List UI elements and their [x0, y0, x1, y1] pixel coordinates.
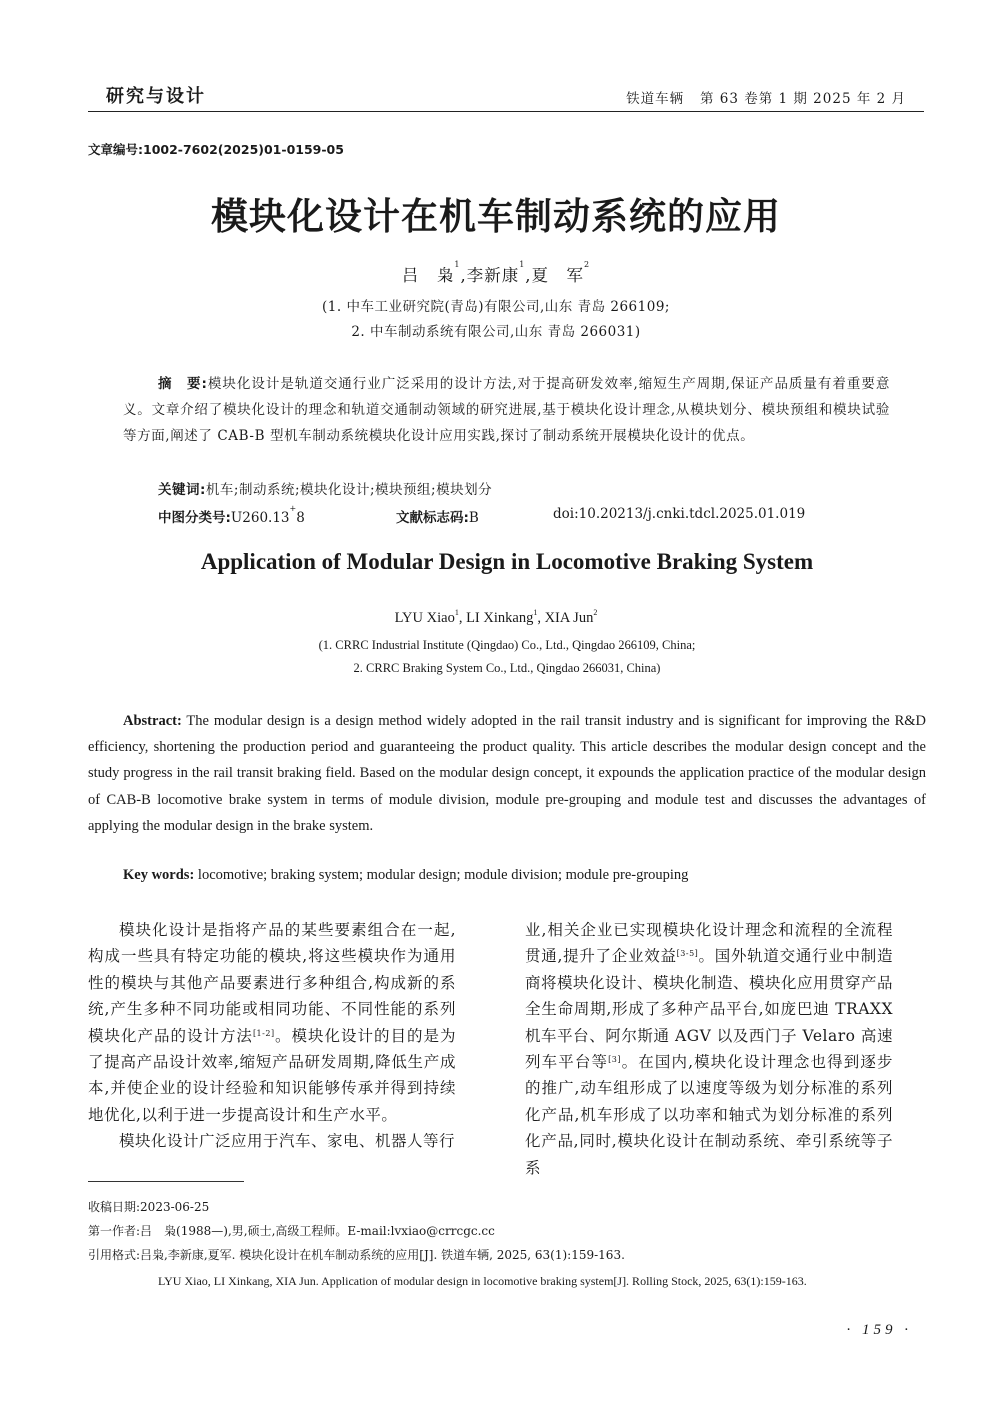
article-number-label: 文章编号:	[88, 142, 143, 157]
issue-info: 第 63 卷第 1 期 2025 年 2 月	[699, 91, 906, 107]
en-abstract-label: Abstract:	[123, 713, 182, 729]
en-authors	[0, 610, 992, 627]
en-keywords-label: Key words:	[123, 867, 195, 883]
en-author-affil-mark: 2	[593, 608, 598, 617]
cn-author-affil-mark: 1	[454, 260, 461, 269]
body-text: 。在国内,模块化设计理念也得到逐步的推广,动车组形成了以速度等级为划分标准的系列化产品,机车形成了以功率和轴式为划分标准的系列化产品,同时,模块化设计在制动系统、牵引系统等子系	[525, 1053, 893, 1177]
body-column-right	[525, 917, 893, 1181]
footnote-received-date: 收稿日期:2023-06-25	[88, 1200, 210, 1214]
author-separator: ,	[458, 610, 467, 626]
header-divider	[88, 111, 924, 112]
cn-title: 模块化设计在机车制动系统的应用	[211, 195, 781, 238]
body-text: 模块化设计广泛应用于汽车、家电、机器人等行	[119, 1132, 456, 1151]
page-number: · 159 ·	[846, 1322, 912, 1338]
cn-keywords-label: 关键词:	[158, 482, 206, 498]
cn-author-name: 李新康	[466, 266, 520, 285]
clc-number	[158, 506, 305, 526]
cn-affiliation-2: 2. 中车制动系统有限公司,山东 青岛 266031)	[351, 324, 641, 340]
en-keywords-text: locomotive; braking system; modular design; module division; module pre-grouping	[194, 867, 689, 883]
body-paragraph	[88, 1128, 456, 1154]
document-code-label: 文献标志码:	[396, 510, 469, 526]
en-author-name: LI Xinkang	[466, 610, 534, 626]
cn-author-affil-mark: 2	[584, 260, 591, 269]
section-header: 研究与设计	[106, 86, 206, 107]
body-column-left	[88, 917, 456, 1155]
cn-abstract-label: 摘 要:	[158, 376, 208, 392]
clc-tail: 8	[296, 510, 305, 526]
cn-author-name: 夏 军	[531, 266, 585, 285]
footnote-citation-cn: 引用格式:吕枭,李新康,夏军. 模块化设计在机车制动系统的应用[J]. 铁道车辆, 2025, 63(1):159-163.	[88, 1248, 625, 1262]
author-separator: ,	[537, 610, 545, 626]
body-paragraph	[88, 917, 456, 1128]
cn-keywords	[158, 478, 492, 498]
en-affiliation-2: 2. CRRC Braking System Co., Ltd., Qingdao 266031, China)	[353, 661, 661, 675]
cn-authors	[0, 262, 992, 286]
cn-abstract	[123, 371, 890, 449]
clc-value: U260.13	[230, 510, 290, 526]
cn-keywords-text: 机车;制动系统;模块化设计;模块预组;模块划分	[205, 482, 493, 498]
journal-name: 铁道车辆	[626, 91, 685, 107]
cn-author-name: 吕 枭	[401, 266, 455, 285]
author-separator: ,	[525, 266, 532, 285]
doi: doi:10.20213/j.cnki.tdcl.2025.01.019	[553, 506, 806, 522]
body-text: 。模块化设计的目的是为了提高产品设计效率,缩短产品研发周期,降低生产成本,并使企业的设计经验和知识能够传承并得到持续地优化,以利于进一步提高设计和生产水平。	[88, 1026, 456, 1124]
en-abstract-text: The modular design is a design method widely adopted in the rail transit industry and is significant for improving the R&D efficiency, shortening the production period and guaranteeing the product quality. This article describes the modular design concept and the study progress in the rail transit braking field. Based on the modular design concept, it expounds the application practice of the modular design of CAB-B locomotive brake system in terms of module division, module pre-grouping and module test and discusses the advantages of applying the modular design in the brake system.	[88, 713, 926, 834]
article-number-value: 1002-7602(2025)01-0159-05	[143, 142, 344, 157]
body-paragraph	[525, 917, 893, 1181]
citation-ref: [1-2]	[252, 1028, 275, 1038]
body-text: 模块化设计是指将产品的某些要素组合在一起,构成一些具有特定功能的模块,将这些模块作为通用性的模块与其他产品要素进行多种组合,构成新的系统,产生多种不同功能或相同功能、不同性能的系列模块化产品的设计方法	[88, 921, 456, 1045]
en-author-affil-mark: 1	[454, 608, 459, 617]
clc-label: 中图分类号:	[158, 510, 231, 526]
body-text: 。国外轨道交通行业中制造商将模块化设计、模块化制造、模块化应用贯穿产品全生命周期,形成了多种产品平台,如庞巴迪 TRAXX 机车平台、阿尔斯通 AGV 以及西门子 Velaro 高速列车平台等	[525, 947, 894, 1072]
en-affiliation-1: (1. CRRC Industrial Institute (Qingdao) Co., Ltd., Qingdao 266109, China;	[318, 638, 696, 652]
author-separator: ,	[460, 266, 467, 285]
en-abstract	[88, 708, 926, 839]
en-author-name: LYU Xiao	[394, 610, 455, 626]
article-number	[88, 140, 344, 158]
cn-abstract-text: 模块化设计是轨道交通行业广泛采用的设计方法,对于提高研发效率,缩短生产周期,保证产品质量有着重要意义。文章介绍了模块化设计的理念和轨道交通制动领域的研究进展,基于模块化设计理念,从模块划分、模块预组和模块试验等方面,阐述了 CAB-B 型机车制动系统模块化设计应用实践,探讨了制动系统开展模块化设计的优点。	[123, 376, 890, 444]
en-title: Application of Modular Design in Locomotive Braking System	[200, 549, 814, 574]
footnote-citation-en: LYU Xiao, LI Xinkang, XIA Jun. Application of modular design in locomotive braking system[J]. Rolling Stock, 2025, 63(1):159-163.	[158, 1274, 807, 1288]
en-author-name: XIA Jun	[544, 610, 594, 626]
citation-ref: [3]	[608, 1055, 621, 1065]
en-keywords	[123, 867, 688, 884]
cn-affiliation-1: (1. 中车工业研究院(青岛)有限公司,山东 青岛 266109;	[322, 299, 670, 315]
citation-ref: [3-5]	[676, 949, 699, 959]
document-code-value: B	[468, 510, 479, 526]
journal-issue-header	[626, 87, 906, 107]
document-code	[396, 506, 479, 526]
footnote-divider	[88, 1181, 244, 1182]
footnote-first-author: 第一作者:吕 枭(1988—),男,硕士,高级工程师。E-mail:lvxiao@crrcgc.cc	[88, 1224, 495, 1238]
cn-author-affil-mark: 1	[519, 260, 526, 269]
body-text: 业,相关企业已实现模块化设计理念和流程的全流程贯通,提升了企业效益	[525, 921, 893, 966]
en-author-affil-mark: 1	[533, 608, 538, 617]
cn-classification-row	[158, 506, 898, 528]
clc-sup: +	[289, 504, 297, 513]
